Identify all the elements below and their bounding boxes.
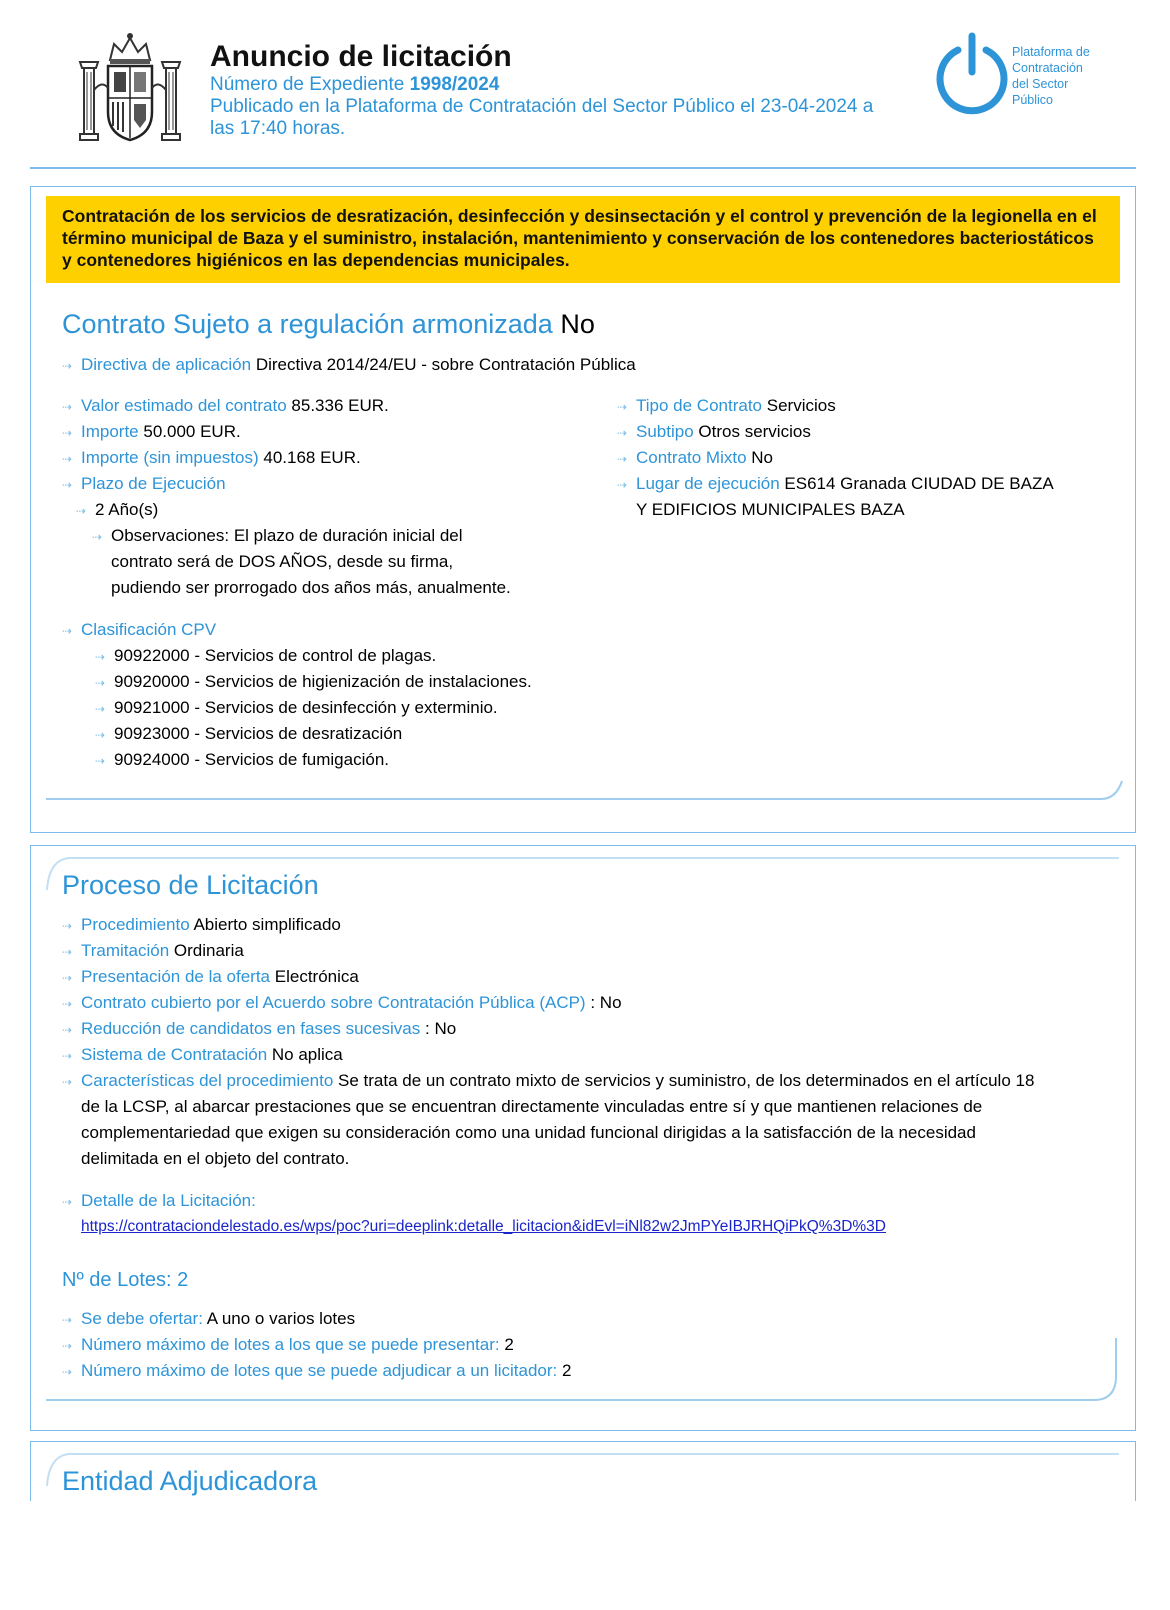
- row-value: No aplica: [271, 1045, 343, 1064]
- page-title: Anuncio de licitación: [210, 40, 512, 73]
- arrow-icon: ⇢: [95, 650, 106, 664]
- arrow-icon: ⇢: [62, 1023, 73, 1037]
- lotes-title: Nº de Lotes: 2: [62, 1269, 189, 1291]
- row-value: Abierto simplificado: [193, 915, 341, 934]
- row-detalle-label: [62, 1188, 256, 1215]
- logo-text: [1012, 44, 1090, 108]
- arrow-icon: ⇢: [62, 1339, 73, 1353]
- caracteristicas-line: delimitada en el objeto del contrato.: [81, 1149, 350, 1168]
- row-value: : No: [590, 993, 622, 1012]
- row-se-debe-ofertar: [62, 1306, 355, 1333]
- row-value: 2: [562, 1361, 572, 1380]
- row-value: 50.000 EUR.: [143, 422, 241, 441]
- cpv-item: [95, 747, 389, 774]
- row-value: 2: [504, 1335, 514, 1354]
- arrow-icon: ⇢: [62, 400, 73, 414]
- row-valor-estimado: [62, 393, 389, 420]
- row-label: Reducción de candidatos en fases sucesivas: [81, 1019, 421, 1038]
- cpv-item: [95, 721, 402, 748]
- section-title-value: No: [560, 309, 595, 339]
- arrow-icon: ⇢: [62, 478, 73, 492]
- row-label: Importe (sin impuestos): [81, 448, 259, 467]
- row-procedimiento: [62, 912, 341, 939]
- row-cpv-label: [62, 617, 216, 644]
- row-lugar-ejecucion: [617, 471, 1054, 498]
- row-label: Contrato cubierto por el Acuerdo sobre Contratación Pública (ACP): [81, 993, 586, 1012]
- row-label: Número máximo de lotes a los que se puede presentar:: [81, 1335, 500, 1354]
- entidad-panel: [30, 1441, 1136, 1501]
- header-text: [210, 40, 930, 140]
- cpv-text: 90923000 - Servicios de desratización: [114, 724, 403, 743]
- arrow-icon: ⇢: [95, 754, 106, 768]
- row-value: Ordinaria: [173, 941, 244, 960]
- arrow-icon: ⇢: [62, 1365, 73, 1379]
- row-label: Lugar de ejecución: [636, 474, 780, 493]
- row-observaciones-3: pudiendo ser prorrogado dos años más, anualmente.: [111, 578, 511, 597]
- arrow-icon: ⇢: [617, 426, 628, 440]
- arrow-icon: ⇢: [92, 530, 103, 544]
- arrow-icon: ⇢: [62, 1313, 73, 1327]
- cpv-text: 90924000 - Servicios de fumigación.: [114, 750, 389, 769]
- arrow-icon: ⇢: [62, 359, 73, 373]
- row-contrato-mixto: [617, 445, 773, 472]
- row-label: Contrato Mixto: [636, 448, 747, 467]
- row-caracteristicas: [62, 1068, 1034, 1095]
- row-label: Procedimiento: [81, 915, 190, 934]
- cpv-item: [95, 669, 532, 696]
- logo-line: del Sector: [1012, 77, 1069, 91]
- section-title-text: Contrato Sujeto a regulación armonizada: [62, 309, 553, 339]
- arrow-icon: ⇢: [62, 426, 73, 440]
- row-sistema: [62, 1042, 343, 1069]
- row-label: Tipo de Contrato: [636, 396, 762, 415]
- row-label: Subtipo: [636, 422, 694, 441]
- arrow-icon: ⇢: [62, 997, 73, 1011]
- header-divider: [30, 167, 1136, 169]
- arrow-icon: ⇢: [62, 945, 73, 959]
- row-label: Se debe ofertar:: [81, 1309, 203, 1328]
- coat-of-arms-icon: [74, 30, 186, 148]
- contract-panel: [30, 186, 1136, 833]
- cpv-item: [95, 643, 436, 670]
- row-label: Presentación de la oferta: [81, 967, 271, 986]
- panel-corner-decoration: [46, 775, 1124, 801]
- row-value: Directiva 2014/24/EU - sobre Contratación Pública: [255, 355, 636, 374]
- row-label: Número máximo de lotes que se puede adjudicar a un licitador:: [81, 1361, 558, 1380]
- cpv-text: 90921000 - Servicios de desinfección y exterminio.: [114, 698, 498, 717]
- row-label: Clasificación CPV: [81, 620, 217, 639]
- row-label: Detalle de la Licitación:: [81, 1191, 256, 1210]
- row-importe: [62, 419, 241, 446]
- logo-line: Público: [1012, 93, 1053, 107]
- row-directiva: [62, 352, 636, 379]
- power-icon: [932, 30, 1012, 122]
- panel-corner-decoration: [46, 1336, 1124, 1406]
- row-value: 85.336 EUR.: [291, 396, 389, 415]
- contract-title-banner: Contratación de los servicios de desratización, desinfección y desinsectación y el control y prevención de la legionella en el término municipal de Baza y el suministro, instalación, mantenimiento y conservación de los contenedores bacteriostáticos y contenedores higiénicos en las dependencias municipales.: [46, 196, 1120, 283]
- logo-line: Plataforma de: [1012, 45, 1090, 59]
- arrow-icon: ⇢: [62, 452, 73, 466]
- row-label: Características del procedimiento: [81, 1071, 334, 1090]
- row-value: A uno o varios lotes: [206, 1309, 356, 1328]
- row-label: Importe: [81, 422, 139, 441]
- document-header: [30, 28, 1136, 168]
- row-observaciones-2: contrato será de DOS AÑOS, desde su firma,: [111, 552, 454, 571]
- cpv-item: [95, 695, 498, 722]
- row-value: 40.168 EUR.: [263, 448, 361, 467]
- logo-line: Contratación: [1012, 61, 1083, 75]
- row-plazo-value: [76, 497, 158, 524]
- section-title-proceso: Proceso de Licitación: [62, 870, 319, 900]
- row-tipo-contrato: [617, 393, 836, 420]
- published-line-2: las 17:40 horas.: [210, 118, 346, 139]
- arrow-icon: ⇢: [617, 452, 628, 466]
- arrow-icon: ⇢: [62, 1049, 73, 1063]
- cpv-text: 90922000 - Servicios de control de plagas.: [114, 646, 437, 665]
- arrow-icon: ⇢: [76, 504, 87, 518]
- expediente-value: 1998/2024: [409, 74, 500, 95]
- row-subtipo: [617, 419, 811, 446]
- caracteristicas-line: de la LCSP, al abarcar prestaciones que se encuentran directamente vinculadas entre sí y que mantienen relaciones de: [81, 1097, 983, 1116]
- arrow-icon: ⇢: [617, 400, 628, 414]
- row-value: No: [751, 448, 774, 467]
- section-title-contrato: [62, 309, 595, 339]
- proceso-panel: [30, 845, 1136, 1431]
- row-label: Tramitación: [81, 941, 170, 960]
- section-title-entidad: Entidad Adjudicadora: [62, 1466, 318, 1496]
- cpv-text: 90920000 - Servicios de higienización de instalaciones.: [114, 672, 532, 691]
- row-value: ES614 Granada CIUDAD DE BAZA: [784, 474, 1054, 493]
- arrow-icon: ⇢: [62, 919, 73, 933]
- row-value: : No: [425, 1019, 457, 1038]
- arrow-icon: ⇢: [62, 1075, 73, 1089]
- row-reduccion: [62, 1016, 456, 1043]
- row-detalle-link-wrap: [81, 1214, 886, 1240]
- detalle-licitacion-link[interactable]: https://contrataciondelestado.es/wps/poc?uri=deeplink:detalle_licitacion&idEvl=iNl82w2JmPYeIBJRHQiPkQ%3D%3D: [81, 1218, 886, 1235]
- arrow-icon: ⇢: [95, 728, 106, 742]
- row-label: Directiva de aplicación: [81, 355, 252, 374]
- caracteristicas-line: complementariedad que exigen su consideración como una unidad funcional dirigidas a la satisfacción de la necesidad: [81, 1123, 976, 1142]
- row-value: Electrónica: [274, 967, 359, 986]
- row-label: Sistema de Contratación: [81, 1045, 268, 1064]
- expediente-line: [210, 74, 930, 96]
- row-value: Otros servicios: [698, 422, 811, 441]
- arrow-icon: ⇢: [62, 624, 73, 638]
- row-observaciones-1: [92, 523, 463, 550]
- row-importe-sin-impuestos: [62, 445, 361, 472]
- arrow-icon: ⇢: [62, 1195, 73, 1209]
- row-value: Observaciones: El plazo de duración inicial del: [111, 526, 463, 545]
- row-label: Plazo de Ejecución: [81, 474, 226, 493]
- row-tramitacion: [62, 938, 244, 965]
- row-presentacion: [62, 964, 359, 991]
- expediente-label: Número de Expediente: [210, 74, 405, 95]
- row-value: Servicios: [766, 396, 836, 415]
- arrow-icon: ⇢: [95, 676, 106, 690]
- row-value: Se trata de un contrato mixto de servicios y suministro, de los determinados en el artículo 18: [338, 1071, 1035, 1090]
- row-plazo-ejecucion: [62, 471, 226, 498]
- published-line-1: Publicado en la Plataforma de Contratación del Sector Público el 23-04-2024 a: [210, 96, 874, 117]
- row-value: 2 Año(s): [95, 500, 159, 519]
- arrow-icon: ⇢: [617, 478, 628, 492]
- arrow-icon: ⇢: [95, 702, 106, 716]
- arrow-icon: ⇢: [62, 971, 73, 985]
- row-acp: [62, 990, 622, 1017]
- row-label: Valor estimado del contrato: [81, 396, 287, 415]
- row-lugar-line2: Y EDIFICIOS MUNICIPALES BAZA: [636, 500, 905, 519]
- platform-logo: [932, 30, 1132, 122]
